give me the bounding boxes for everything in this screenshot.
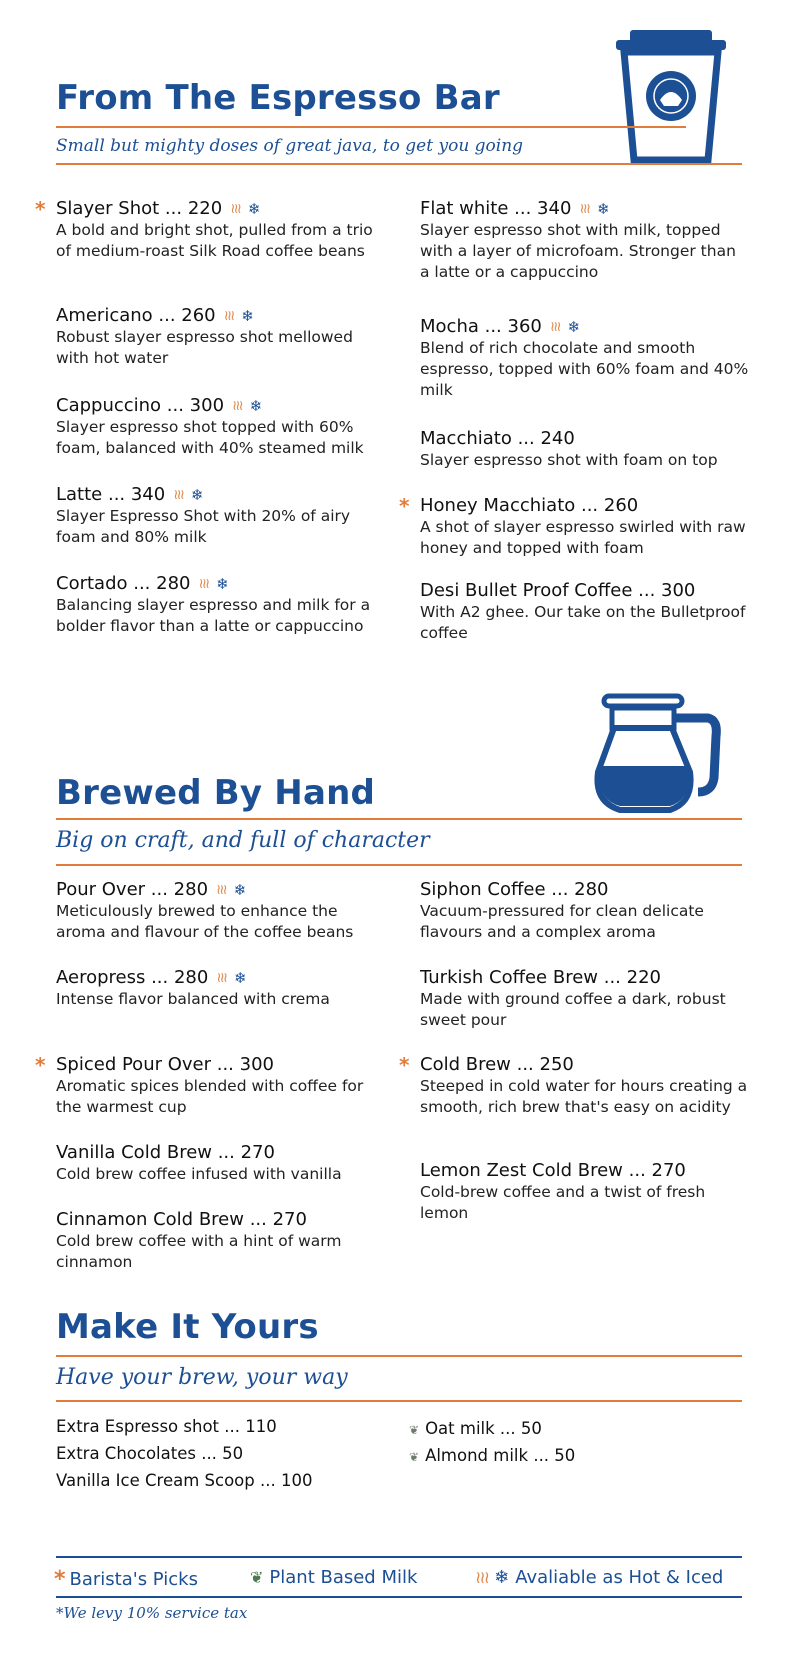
legend-bottom-rule [56,1596,742,1598]
steam-icon: ≀≀≀ [232,398,242,414]
menu-item [56,484,386,548]
snowflake-icon: ❄ [216,575,229,593]
addon-label: Almond milk ... 50 [425,1446,576,1465]
menu-item-head [420,198,750,220]
snowflake-icon: ❄ [247,200,261,218]
leaf-icon: ❦ [250,1568,264,1587]
menu-item [56,395,386,459]
section-subtitle-yours: Have your brew, your way [56,1365,348,1390]
menu-item-head [56,395,386,417]
menu-item-name: Slayer Shot ... 220 [56,198,223,219]
divider [56,126,686,128]
legend-hot-iced-label: Avaliable as Hot & Iced [515,1567,724,1588]
coffee-pot-illustration [590,692,730,820]
menu-item-name: Cold Brew ... 250 [420,1054,574,1075]
section-title-espresso: From The Espresso Bar [56,78,500,118]
menu-item-head [56,573,386,595]
menu-item-name: Turkish Coffee Brew ... 220 [420,967,661,988]
menu-item-description: Balancing slayer espresso and milk for a bolder flavor than a latte or cappuccino [56,596,371,635]
section-subtitle-hand: Big on craft, and full of character [56,828,430,853]
menu-item-head [420,1054,750,1076]
menu-item-head [420,1160,750,1182]
menu-item-description: Meticulously brewed to enhance the aroma and flavour of the coffee beans [56,902,354,941]
menu-item-name: Siphon Coffee ... 280 [420,879,609,900]
menu-item-head [420,879,750,901]
asterisk-icon: * [35,197,46,221]
menu-item-head [56,1209,386,1231]
menu-item [399,1053,750,1118]
menu-item-description: Slayer espresso shot topped with 60% foam, balanced with 40% steamed milk [56,418,364,457]
steam-icon: ≀≀≀ [173,487,183,503]
menu-item-head [56,198,386,220]
menu-item [56,879,386,943]
snowflake-icon: ❄ [249,397,263,415]
divider [56,163,742,165]
menu-item [56,1142,386,1185]
menu-item [399,494,750,559]
menu-item [420,316,750,401]
menu-item-head [56,879,386,901]
asterisk-icon: * [35,1053,46,1077]
menu-item-name: Latte ... 340 [56,484,166,505]
menu-item-head [420,495,750,517]
section-title-hand: Brewed By Hand [56,773,376,813]
menu-item-head [56,1142,386,1164]
menu-item [35,197,386,262]
menu-item-head [56,967,386,989]
menu-item-description: Steeped in cold water for hours creating a smooth, rich brew that's easy on acidity [420,1077,748,1116]
divider [56,818,742,820]
section-subtitle-espresso: Small but mighty doses of great java, to get you going [56,136,524,156]
divider [56,864,742,866]
steam-icon: ≀≀≀ [579,201,590,217]
menu-item-head [420,428,750,450]
leaf-icon: ❦ [409,1450,420,1464]
steam-icon: ≀≀≀ [198,576,209,592]
steam-icon: ≀≀≀ [216,970,227,986]
addon-item [409,1443,575,1470]
menu-item [56,573,386,637]
menu-item-description: Slayer espresso shot with foam on top [420,451,718,469]
snowflake-icon: ❄ [234,969,247,987]
asterisk-icon: * [399,494,410,518]
coffee-cup-illustration [612,26,730,166]
snowflake-icon: ❄ [233,881,247,899]
menu-item-description: Made with ground coffee a dark, robust sweet pour [420,990,726,1029]
steam-icon: ≀≀≀ [549,319,560,335]
menu-item-head [420,967,750,989]
menu-item-head [56,1054,386,1076]
snowflake-icon: ❄ [190,486,204,504]
menu-item [56,967,386,1010]
menu-item-name: Mocha ... 360 [420,316,542,337]
menu-item-description: Cold brew coffee infused with vanilla [56,1165,342,1183]
menu-item-name: Honey Macchiato ... 260 [420,495,639,516]
section-title-yours: Make It Yours [56,1307,319,1347]
addon-label: Oat milk ... 50 [425,1419,542,1438]
asterisk-icon: * [399,1053,410,1077]
legend-plant [250,1567,417,1588]
snowflake-icon: ❄ [494,1567,510,1588]
menu-item-description: Intense flavor balanced with crema [56,990,330,1008]
menu-item [420,879,750,943]
menu-item-name: Cortado ... 280 [56,573,191,594]
steam-icon: ≀≀≀ [223,308,234,324]
menu-item-name: Lemon Zest Cold Brew ... 270 [420,1160,686,1181]
menu-item-name: Cappuccino ... 300 [56,395,225,416]
menu-item-name: Desi Bullet Proof Coffee ... 300 [420,580,696,601]
menu-item-description: Vacuum-pressured for clean delicate flavours and a complex aroma [420,902,704,941]
addon-item: Extra Espresso shot ... 110 [56,1417,277,1436]
menu-item [56,305,386,369]
legend-picks-label: Barista's Picks [69,1569,198,1590]
addon-item: Extra Chocolates ... 50 [56,1444,244,1463]
menu-item [35,1053,386,1118]
addon-item: Vanilla Ice Cream Scoop ... 100 [56,1471,313,1490]
menu-item-name: Cinnamon Cold Brew ... 270 [56,1209,307,1230]
menu-item-name: Vanilla Cold Brew ... 270 [56,1142,275,1163]
menu-item [56,1209,386,1273]
menu-item [420,580,750,644]
menu-item-description: Cold-brew coffee and a twist of fresh lemon [420,1183,706,1222]
menu-item-name: Pour Over ... 280 [56,879,209,900]
menu-item-name: Flat white ... 340 [420,198,572,219]
legend-top-rule [56,1556,742,1558]
asterisk-icon: * [54,1567,66,1592]
snowflake-icon: ❄ [241,307,254,325]
legend-picks [54,1567,198,1592]
menu-item-description: Slayer Espresso Shot with 20% of airy foam and 80% milk [56,507,351,546]
menu-item-description: A bold and bright shot, pulled from a trio of medium-roast Silk Road coffee beans [56,221,373,260]
menu-item-name: Macchiato ... 240 [420,428,575,449]
menu-item-name: Aeropress ... 280 [56,967,209,988]
menu-item-description: Slayer espresso shot with milk, topped with a layer of microfoam. Stronger than a latte or a cappuccino [420,221,736,281]
menu-item-description: A shot of slayer espresso swirled with raw honey and topped with foam [420,518,746,557]
addon-item [409,1416,542,1443]
menu-item-name: Americano ... 260 [56,305,216,326]
snowflake-icon: ❄ [597,200,610,218]
menu-item-description: Aromatic spices blended with coffee for the warmest cup [56,1077,364,1116]
menu-item [420,1160,750,1224]
steam-icon: ≀≀≀ [230,201,240,217]
menu-item-description: Robust slayer espresso shot mellowed with hot water [56,328,353,367]
menu-item-head [420,580,750,602]
menu-item-name: Spiced Pour Over ... 300 [56,1054,274,1075]
steam-icon: ≀≀≀ [475,1567,489,1588]
menu-item-head [56,305,386,327]
steam-icon: ≀≀≀ [216,882,226,898]
menu-item-description: With A2 ghee. Our take on the Bulletproof coffee [420,603,746,642]
menu-item-head [420,316,750,338]
menu-item [420,428,750,471]
service-tax-note: *We levy 10% service tax [56,1604,248,1622]
snowflake-icon: ❄ [567,318,581,336]
leaf-icon: ❦ [409,1423,420,1437]
divider [56,1355,742,1357]
divider [56,1400,742,1402]
legend-plant-label: Plant Based Milk [269,1567,418,1588]
menu-item [420,967,750,1031]
legend-hot-iced [475,1567,723,1588]
menu-item-description: Blend of rich chocolate and smooth espresso, topped with 60% foam and 40% milk [420,339,749,399]
menu-item-head [56,484,386,506]
menu-item [420,198,750,283]
menu-item-description: Cold brew coffee with a hint of warm cinnamon [56,1232,342,1271]
